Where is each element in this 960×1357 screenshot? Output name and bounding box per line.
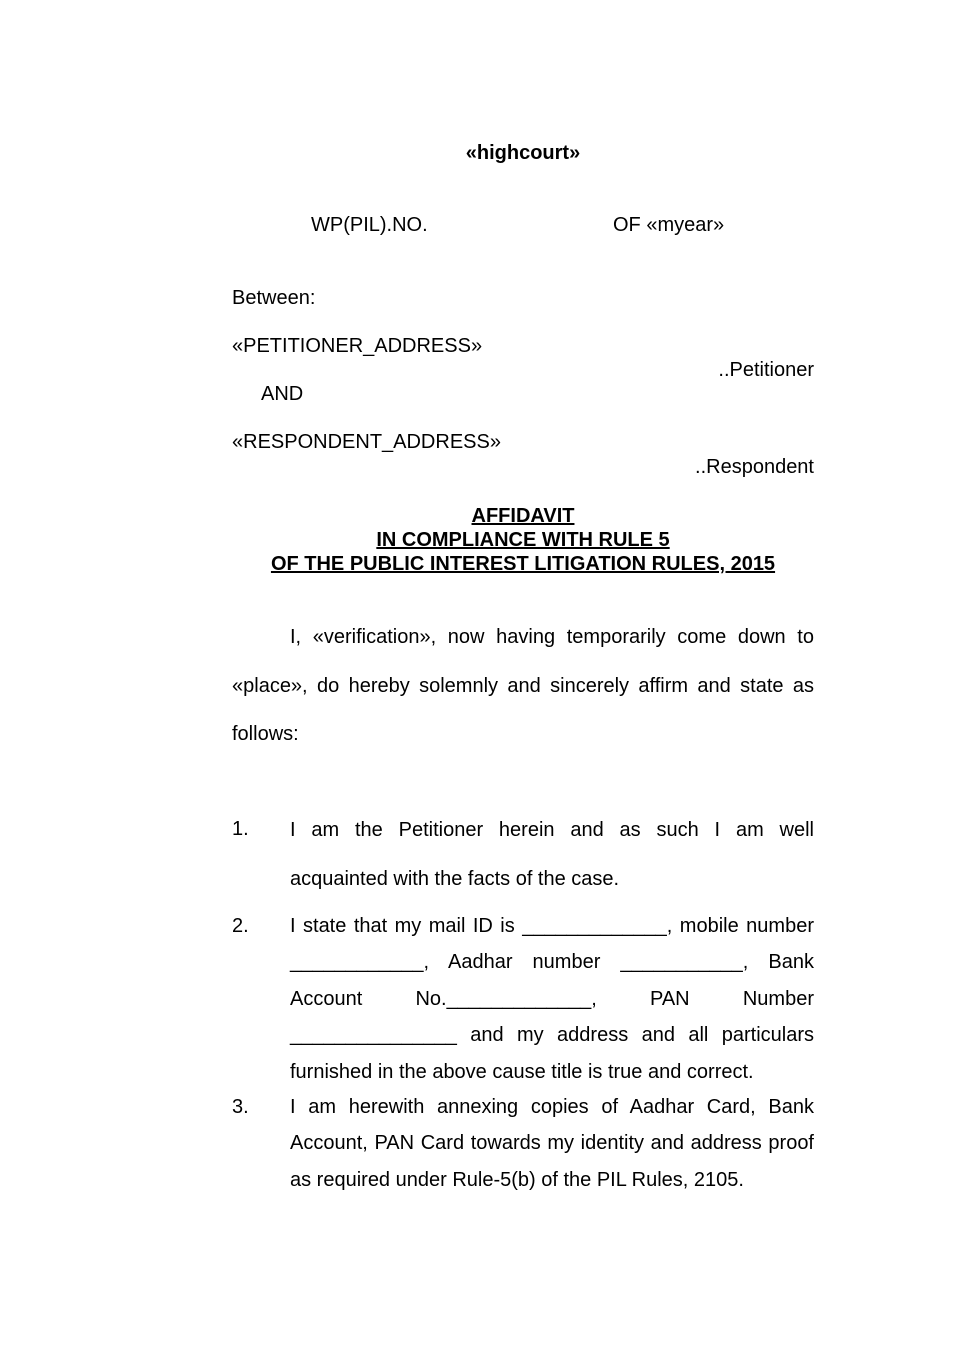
item-text: I state that my mail ID is _____________, mobile number ____________, Aadhar number ___________, Bank Account No._____________, PAN Number _______________ and my address and all particulars furnished in the above cause title is true and correct.: [290, 915, 814, 1083]
court-name: «highcourt»: [465, 142, 581, 164]
affidavit-heading: [0, 504, 960, 576]
item-text: I am the Petitioner herein and as such I am well acquainted with the facts of the case.: [290, 819, 814, 890]
and-label: AND: [261, 383, 304, 405]
intro-paragraph: I, «verification», now having temporarily come down to «place», do hereby solemnly and sincerely affirm and state as follows:: [232, 626, 814, 745]
item-text: I am herewith annexing copies of Aadhar Card, Bank Account, PAN Card towards my identity and address proof as required under Rule-5(b) of the PIL Rules, 2105.: [290, 1096, 814, 1191]
case-number-label: WP(PIL).NO.: [311, 214, 428, 236]
item-number: 3.: [232, 1096, 249, 1118]
respondent-address: «RESPONDENT_ADDRESS»: [232, 431, 501, 453]
respondent-role: ..Respondent: [695, 456, 814, 478]
petitioner-role: ..Petitioner: [718, 359, 814, 381]
petitioner-address: «PETITIONER_ADDRESS»: [232, 335, 483, 357]
case-year-label: OF «myear»: [613, 214, 725, 236]
item-number: 1.: [232, 818, 249, 840]
between-label: Between:: [232, 287, 316, 309]
item-number: 2.: [232, 915, 249, 937]
heading-line-3: OF THE PUBLIC INTEREST LITIGATION RULES, 2015: [270, 553, 776, 575]
heading-line-2: IN COMPLIANCE WITH RULE 5: [376, 529, 670, 551]
heading-line-1: AFFIDAVIT: [471, 505, 575, 527]
